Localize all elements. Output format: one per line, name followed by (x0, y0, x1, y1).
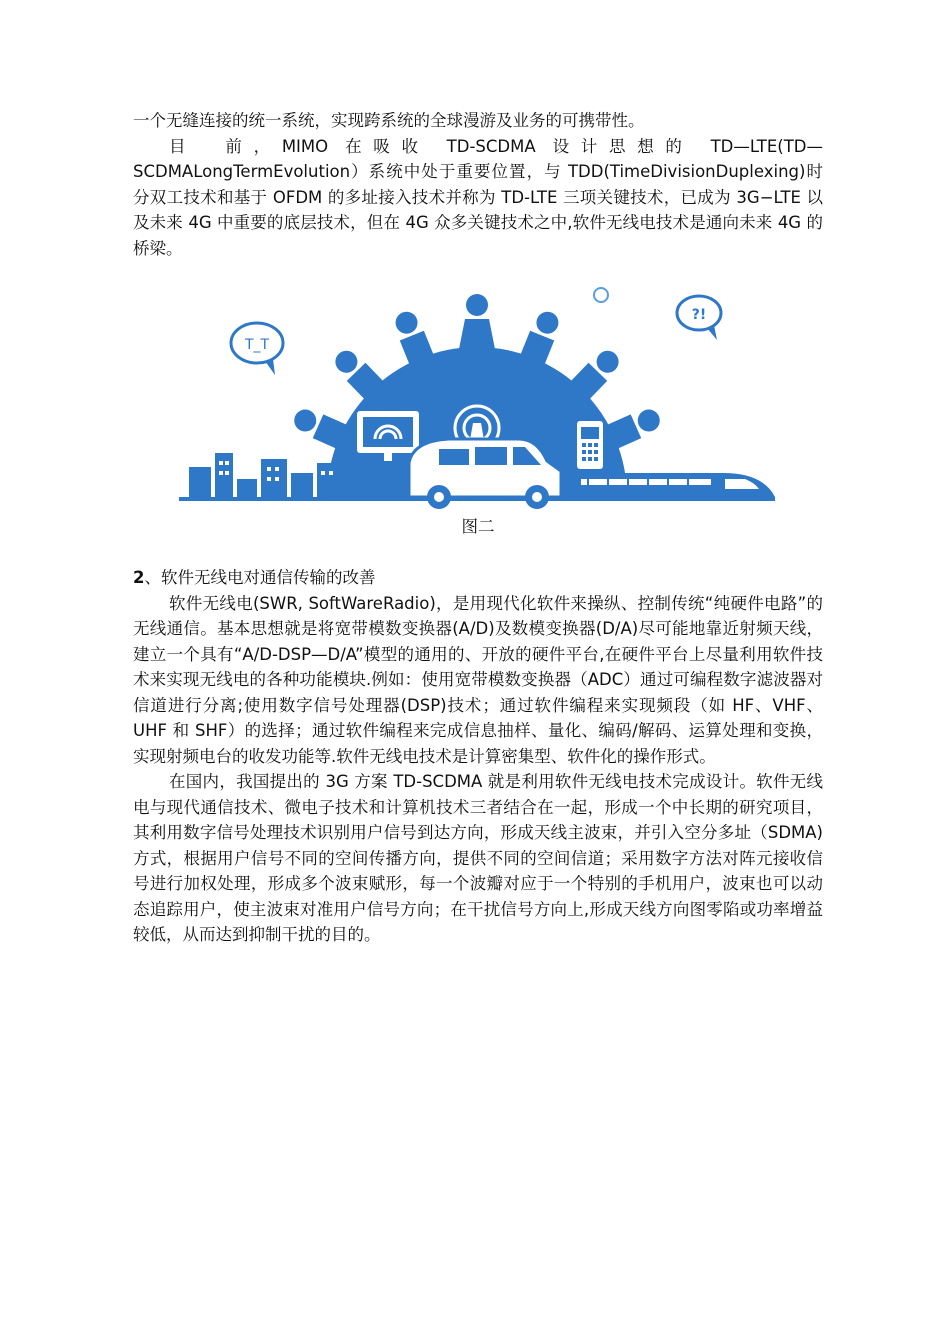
figure-caption: 图二 (461, 517, 495, 536)
train-graphic (573, 473, 775, 497)
paragraph-domestic: 在国内，我国提出的 3G 方案 TD-SCDMA 就是利用软件无线电技术完成设计。软件无线电与现代通信技术、微电子技术和计算机技术三者结合在一起，形成一个中长期的研究项目，其利用数字信号处理技术识别用户信号到达方向，形成天线主波束，并引入空分多址（SDMA)方式，根据用户信号不同的空间传播方向，提供不同的空间信道；采用数字方法对阵元接收信号进行加权处理，形成多个波束赋形，每一个波瓣对应于一个特别的手机用户，波束也可以动态追踪用户，使主波束对准用户信号方向；在干扰信号方向上,形成天线方向图零陷或功率增益较低，从而达到抑制干扰的目的。 (133, 772, 823, 944)
svg-text:?!: ?! (691, 307, 707, 323)
speech-bubble-left (231, 323, 283, 375)
paragraph-intro: 一个无缝连接的统一系统，实现跨系统的全球漫游及业务的可携带性。 (133, 111, 645, 130)
paragraph-mimo: 目 前，MIMO 在吸收 TD-SCDMA 设计思想的 TD—LTE(TD—SCDMALongTermEvolution）系统中处于重要位置，与 TDD(TimeDivisionDuplexing)时分双工技术和基于 OFDM 的多址接入技术并称为 TD-LTE 三项关键技术，已成为 3G−LTE 以及未来 4G 中重要的底层技术，但在 4G 众多关键技术之中,软件无线电技术是通向未来 4G 的桥梁。 (133, 136, 823, 258)
svg-text:T_T: T_T (244, 337, 270, 353)
document-body (133, 108, 823, 948)
section-number: 2 (133, 568, 145, 587)
network-users-illustration (177, 283, 777, 511)
van-graphic (409, 439, 561, 509)
paragraph-swr: 软件无线电(SWR, SoftWareRadio)，是用现代化软件来操纵、控制传统“纯硬件电路”的无线通信。基本思想就是将宽带模数变换器(A/D)及数模变换器(D/A)尽可能地靠近射频天线，建立一个具有“A/D-DSP—D/A”模型的通用的、开放的硬件平台,在硬件平台上尽量利用软件技术来实现无线电的各种功能模块.例如：使用宽带模数变换器（ADC）通过可编程数字滤波器对信道进行分离;使用数字信号处理器(DSP)技术；通过软件编程来实现频段（如 HF、VHF、UHF 和 SHF）的选择；通过软件编程来完成信息抽样、量化、编码/解码、运算处理和变换，实现射频电台的收发功能等.软件无线电技术是计算密集型、软件化的操作形式。 (133, 593, 823, 766)
speech-bubble-right (677, 296, 721, 340)
section-heading (133, 565, 823, 591)
section-title: 、软件无线电对通信传输的改善 (144, 568, 376, 587)
figure-illustration (133, 283, 823, 513)
